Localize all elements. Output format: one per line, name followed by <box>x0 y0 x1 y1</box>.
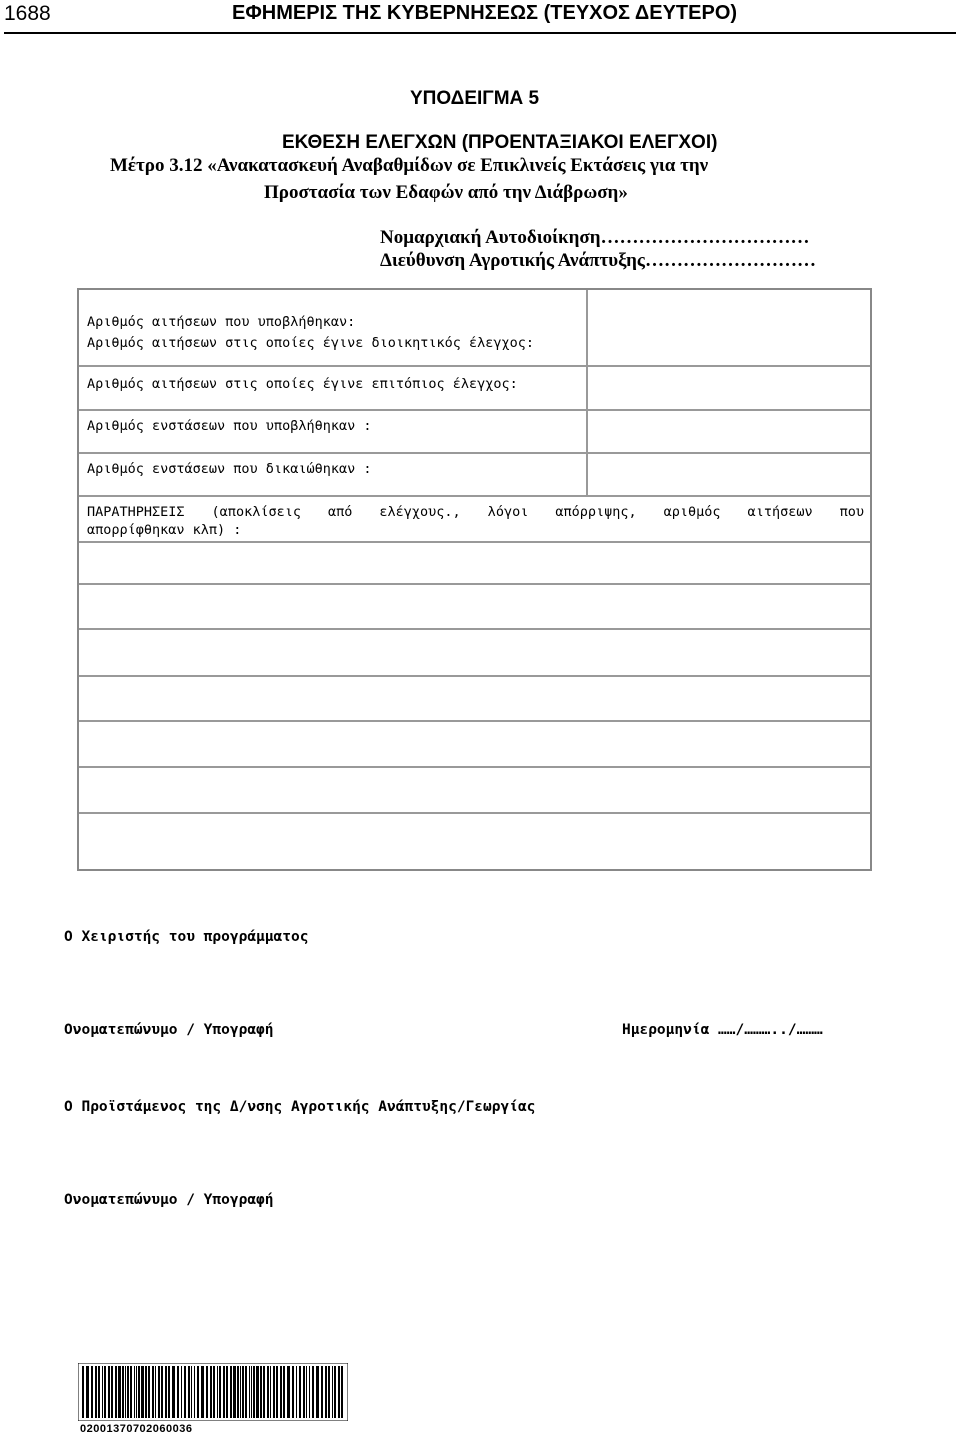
row-label-submitted-objections: Αριθμός ενστάσεων που υποβλήθηκαν : <box>87 418 372 434</box>
remarks-line <box>79 720 870 722</box>
remarks-line <box>79 628 870 630</box>
page-number: 1688 <box>4 2 51 25</box>
directorate-head-label: Ο Προϊστάμενος της Δ/νσης Αγροτικής Ανάπτυξης/Γεωργίας <box>64 1099 536 1115</box>
measure-line-2: Προστασία των Εδαφών από την Διάβρωση» <box>264 182 628 203</box>
row-divider <box>79 495 870 497</box>
row-divider <box>79 365 870 367</box>
remarks-line <box>79 766 870 768</box>
row-label-submitted-applications: Αριθμός αιτήσεων που υποβλήθηκαν: <box>87 314 356 330</box>
barcode-number: 02001370702060036 <box>80 1423 193 1435</box>
remarks-heading: ΠΑΡΑΤΗΡΗΣΕΙΣ (αποκλίσεις από ελέγχους., λόγοι απόρριψης, αριθμός αιτήσεων που <box>87 504 864 520</box>
gazette-header <box>0 0 960 30</box>
prefecture-line: Νομαρχιακή Αυτοδιοίκηση…………………………… <box>380 227 810 248</box>
report-title: ΕΚΘΕΣΗ ΕΛΕΓΧΩΝ (ΠΡΟΕΝΤΑΞΙΑΚΟΙ ΕΛΕΓΧΟΙ) <box>282 132 718 153</box>
remarks-line <box>79 583 870 585</box>
remarks-divider <box>79 541 870 543</box>
row-label-administrative-check: Αριθμός αιτήσεων στις οποίες έγινε διοικητικός έλεγχος: <box>87 335 535 351</box>
program-manager-label: Ο Χειριστής του προγράμματος <box>64 929 309 945</box>
control-report-form <box>77 288 872 871</box>
name-signature-label-1: Ονοματεπώνυμο / Υπογραφή <box>64 1022 274 1038</box>
row-label-upheld-objections: Αριθμός ενστάσεων που δικαιώθηκαν : <box>87 461 372 477</box>
remarks-heading-cont: απορρίφθηκαν κλπ) : <box>87 522 242 538</box>
row-divider <box>79 409 870 411</box>
measure-line-1: Μέτρο 3.12 «Ανακατασκευή Αναβαθμίδων σε Επικλινείς Εκτάσεις για την <box>110 155 709 176</box>
directorate-line: Διεύθυνση Αγροτικής Ανάπτυξης……………………… <box>380 250 816 271</box>
remarks-line <box>79 812 870 814</box>
barcode-image <box>78 1363 348 1421</box>
remarks-line <box>79 675 870 677</box>
date-label: Ημερομηνία ……/………../……… <box>622 1022 823 1038</box>
model-title: ΥΠΟΔΕΙΓΜΑ 5 <box>410 88 540 109</box>
row-divider <box>79 452 870 454</box>
gazette-title: ΕΦΗΜΕΡΙΣ ΤΗΣ ΚΥΒΕΡΝΗΣΕΩΣ (ΤΕΥΧΟΣ ΔΕΥΤΕΡΟ) <box>232 2 738 24</box>
name-signature-label-2: Ονοματεπώνυμο / Υπογραφή <box>64 1192 274 1208</box>
header-rule <box>4 32 956 34</box>
value-column-divider <box>586 290 588 497</box>
row-label-onsite-check: Αριθμός αιτήσεων στις οποίες έγινε επιτόπιος έλεγχος: <box>87 376 518 392</box>
